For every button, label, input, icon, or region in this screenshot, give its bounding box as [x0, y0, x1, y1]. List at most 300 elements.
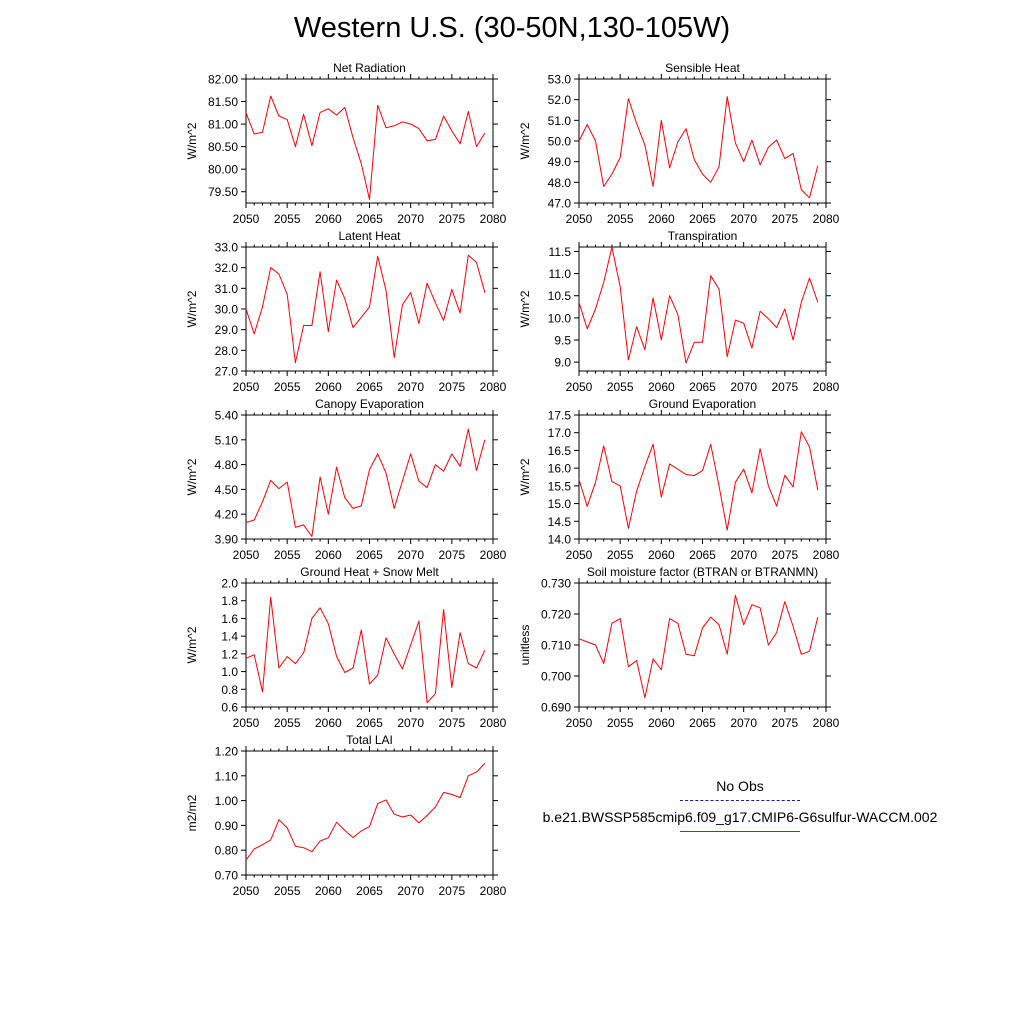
data-point	[427, 140, 428, 141]
y-tick-label: 27.0	[214, 364, 238, 379]
x-tick-label: 2075	[771, 716, 799, 730]
x-tick-label: 2065	[356, 212, 383, 226]
data-point	[669, 295, 670, 296]
y-tick-label: 29.0	[214, 323, 238, 338]
data-point	[718, 485, 719, 486]
x-tick-label: 2080	[812, 212, 840, 226]
panel-title: Ground Heat + Snow Melt	[300, 565, 439, 579]
x-tick-label: 2055	[606, 716, 634, 730]
data-point	[636, 326, 637, 327]
data-point	[735, 320, 736, 321]
data-point	[603, 186, 604, 187]
data-point	[727, 654, 728, 655]
x-tick-label: 2060	[647, 548, 675, 562]
y-tick-label: 11.5	[548, 244, 571, 259]
data-point	[443, 609, 444, 610]
data-point	[427, 815, 428, 816]
data-point	[262, 132, 263, 133]
data-point	[768, 644, 769, 645]
data-point	[620, 618, 621, 619]
data-point	[694, 475, 695, 476]
data-point	[685, 362, 686, 363]
data-point	[245, 112, 246, 113]
data-point	[418, 128, 419, 129]
x-tick-label: 2055	[273, 548, 301, 562]
y-tick-label: 4.80	[214, 458, 238, 473]
data-point	[793, 339, 794, 340]
data-point	[784, 475, 785, 476]
data-point	[468, 255, 469, 256]
legend-label-obs: No Obs	[716, 778, 764, 794]
data-point	[587, 506, 588, 507]
panel-frame	[246, 415, 493, 539]
data-point	[587, 641, 588, 642]
data-point	[254, 654, 255, 655]
data-point	[751, 604, 752, 605]
x-tick-label: 2060	[647, 212, 675, 226]
y-tick-label: 31.0	[214, 281, 238, 296]
series-line	[246, 429, 485, 536]
y-tick-label: 49.0	[547, 155, 571, 170]
x-tick-label: 2060	[314, 212, 342, 226]
data-point	[287, 119, 288, 120]
data-point	[587, 124, 588, 125]
data-point	[760, 311, 761, 312]
data-point	[369, 306, 370, 307]
y-tick-label: 15.0	[547, 497, 571, 512]
data-point	[620, 157, 621, 158]
x-tick-label: 2070	[397, 716, 425, 730]
y-tick-label: 0.700	[540, 669, 571, 684]
data-point	[451, 687, 452, 688]
y-tick-label: 3.90	[214, 532, 238, 547]
data-point	[768, 318, 769, 319]
data-point	[270, 96, 271, 97]
data-point	[344, 298, 345, 299]
data-point	[344, 672, 345, 673]
data-point	[262, 306, 263, 307]
data-point	[352, 837, 353, 838]
data-point	[718, 289, 719, 290]
x-tick-label: 2060	[314, 548, 342, 562]
data-point	[262, 844, 263, 845]
data-point	[735, 595, 736, 596]
data-point	[718, 624, 719, 625]
data-point	[611, 174, 612, 175]
data-point	[287, 656, 288, 657]
data-point	[262, 691, 263, 692]
x-tick-label: 2080	[479, 212, 507, 226]
data-point	[476, 470, 477, 471]
data-point	[270, 480, 271, 481]
panel-title: Ground Evaporation	[648, 397, 757, 411]
y-tick-label: 51.0	[547, 113, 571, 128]
data-point	[661, 120, 662, 121]
y-tick-label: 52.0	[547, 93, 571, 108]
data-point	[694, 342, 695, 343]
x-tick-label: 2065	[689, 716, 716, 730]
panel-title: Latent Heat	[338, 229, 401, 243]
data-point	[303, 114, 304, 115]
y-tick-label: 1.8	[221, 594, 238, 609]
x-tick-label: 2055	[606, 548, 634, 562]
x-tick-label: 2070	[397, 380, 425, 394]
y-tick-label: 0.6	[221, 700, 238, 715]
data-point	[817, 302, 818, 303]
data-point	[484, 763, 485, 764]
data-point	[644, 697, 645, 698]
data-point	[578, 302, 579, 303]
data-point	[669, 167, 670, 168]
y-tick-label: 50.0	[547, 134, 571, 149]
data-point	[735, 143, 736, 144]
panel-title: Soil moisture factor (BTRAN or BTRANMN)	[586, 565, 819, 579]
x-tick-label: 2080	[812, 548, 840, 562]
data-point	[702, 174, 703, 175]
data-point	[287, 827, 288, 828]
x-tick-label: 2055	[273, 380, 301, 394]
series-line	[246, 255, 485, 362]
data-point	[303, 325, 304, 326]
data-point	[628, 528, 629, 529]
data-point	[595, 308, 596, 309]
y-tick-label: 17.5	[547, 408, 571, 423]
x-tick-label: 2055	[606, 380, 634, 394]
data-point	[710, 617, 711, 618]
data-point	[451, 453, 452, 454]
data-point	[352, 508, 353, 509]
y-tick-label: 1.10	[214, 769, 238, 784]
x-tick-label: 2070	[397, 212, 425, 226]
x-tick-label: 2070	[397, 548, 425, 562]
data-point	[784, 158, 785, 159]
y-tick-label: 48.0	[547, 175, 571, 190]
series-line	[579, 97, 818, 198]
data-point	[361, 830, 362, 831]
legend-line-model	[680, 831, 800, 832]
y-tick-label: 9.0	[554, 355, 571, 370]
data-point	[727, 356, 728, 357]
data-point	[410, 644, 411, 645]
data-point	[628, 359, 629, 360]
data-point	[361, 317, 362, 318]
data-point	[653, 297, 654, 298]
data-point	[817, 490, 818, 491]
y-tick-label: 10.0	[547, 311, 571, 326]
data-point	[311, 325, 312, 326]
x-tick-label: 2075	[438, 884, 466, 898]
panel-6	[518, 397, 840, 562]
data-point	[460, 632, 461, 633]
data-point	[677, 314, 678, 315]
data-point	[768, 485, 769, 486]
data-point	[418, 323, 419, 324]
x-tick-label: 2050	[232, 380, 260, 394]
data-point	[595, 140, 596, 141]
data-point	[768, 147, 769, 148]
data-point	[751, 347, 752, 348]
y-tick-label: 1.00	[214, 794, 238, 809]
y-axis-label: W/m^2	[518, 458, 532, 496]
data-point	[336, 280, 337, 281]
data-point	[685, 654, 686, 655]
panel-title: Sensible Heat	[665, 61, 740, 75]
data-point	[460, 143, 461, 144]
y-axis-label: W/m^2	[185, 122, 199, 160]
panel-frame	[246, 751, 493, 875]
data-point	[336, 115, 337, 116]
y-tick-label: 17.0	[547, 426, 571, 441]
data-point	[278, 273, 279, 274]
y-tick-label: 82.00	[207, 72, 238, 87]
data-point	[369, 469, 370, 470]
data-point	[245, 308, 246, 309]
data-point	[369, 683, 370, 684]
data-point	[270, 267, 271, 268]
data-point	[685, 474, 686, 475]
panel-frame	[246, 247, 493, 371]
y-tick-label: 33.0	[214, 240, 238, 255]
data-point	[336, 656, 337, 657]
data-point	[394, 814, 395, 815]
data-point	[451, 130, 452, 131]
data-point	[303, 524, 304, 525]
data-point	[611, 481, 612, 482]
series-line	[579, 595, 818, 697]
data-point	[628, 666, 629, 667]
x-tick-label: 2055	[606, 212, 634, 226]
data-point	[311, 618, 312, 619]
data-point	[336, 822, 337, 823]
data-point	[287, 481, 288, 482]
data-point	[427, 702, 428, 703]
data-point	[801, 302, 802, 303]
data-point	[587, 328, 588, 329]
data-point	[685, 128, 686, 129]
x-tick-label: 2065	[356, 548, 383, 562]
data-point	[743, 469, 744, 470]
y-tick-label: 47.0	[547, 196, 571, 211]
data-point	[603, 282, 604, 283]
panel-1	[185, 61, 507, 226]
y-tick-label: 0.690	[540, 700, 571, 715]
y-tick-label: 81.00	[207, 117, 238, 132]
data-point	[270, 597, 271, 598]
data-point	[369, 199, 370, 200]
data-point	[410, 814, 411, 815]
y-tick-label: 53.0	[547, 72, 571, 87]
data-point	[410, 124, 411, 125]
y-tick-label: 1.2	[221, 647, 238, 662]
x-tick-label: 2075	[438, 212, 466, 226]
x-tick-label: 2060	[647, 716, 675, 730]
y-tick-label: 80.00	[207, 162, 238, 177]
series-line	[246, 597, 485, 702]
x-tick-label: 2060	[314, 380, 342, 394]
data-point	[702, 342, 703, 343]
data-point	[278, 488, 279, 489]
data-point	[809, 446, 810, 447]
y-tick-label: 9.5	[554, 333, 571, 348]
data-point	[603, 445, 604, 446]
x-tick-label: 2070	[397, 884, 425, 898]
data-point	[743, 323, 744, 324]
data-point	[628, 98, 629, 99]
y-axis-label: W/m^2	[185, 290, 199, 328]
data-point	[254, 848, 255, 849]
x-tick-label: 2050	[232, 212, 260, 226]
data-point	[262, 501, 263, 502]
data-point	[303, 652, 304, 653]
data-point	[394, 357, 395, 358]
data-point	[402, 121, 403, 122]
panel-9	[185, 733, 507, 898]
data-point	[776, 139, 777, 140]
y-axis-label: unitless	[518, 624, 532, 666]
y-tick-label: 15.5	[547, 479, 571, 494]
data-point	[460, 466, 461, 467]
data-point	[710, 444, 711, 445]
data-point	[320, 271, 321, 272]
y-tick-label: 1.0	[221, 665, 238, 680]
data-point	[702, 470, 703, 471]
data-point	[476, 667, 477, 668]
data-point	[578, 140, 579, 141]
data-point	[817, 165, 818, 166]
x-tick-label: 2050	[232, 716, 260, 730]
data-point	[578, 479, 579, 480]
data-point	[776, 632, 777, 633]
data-point	[443, 471, 444, 472]
data-point	[402, 481, 403, 482]
data-point	[653, 186, 654, 187]
y-axis-label: W/m^2	[518, 122, 532, 160]
data-point	[484, 650, 485, 651]
data-point	[644, 466, 645, 467]
data-point	[661, 339, 662, 340]
data-point	[254, 519, 255, 520]
data-point	[361, 163, 362, 164]
x-tick-label: 2075	[771, 380, 799, 394]
data-point	[328, 623, 329, 624]
data-point	[760, 448, 761, 449]
data-point	[653, 658, 654, 659]
data-point	[385, 637, 386, 638]
data-point	[320, 607, 321, 608]
data-point	[385, 290, 386, 291]
data-point	[443, 115, 444, 116]
data-point	[344, 107, 345, 108]
data-point	[352, 667, 353, 668]
data-point	[311, 145, 312, 146]
panel-title: Canopy Evaporation	[315, 397, 424, 411]
data-point	[776, 327, 777, 328]
data-point	[361, 629, 362, 630]
x-tick-label: 2050	[565, 548, 593, 562]
data-point	[270, 839, 271, 840]
data-point	[636, 491, 637, 492]
data-point	[295, 663, 296, 664]
data-point	[468, 429, 469, 430]
y-tick-label: 10.5	[547, 289, 571, 304]
data-point	[245, 522, 246, 523]
data-point	[669, 618, 670, 619]
data-point	[751, 492, 752, 493]
data-point	[636, 123, 637, 124]
data-point	[460, 313, 461, 314]
x-tick-label: 2075	[771, 548, 799, 562]
x-tick-label: 2060	[314, 716, 342, 730]
data-point	[328, 331, 329, 332]
data-point	[427, 487, 428, 488]
data-point	[377, 675, 378, 676]
data-point	[595, 482, 596, 483]
data-point	[443, 320, 444, 321]
x-tick-label: 2070	[730, 716, 758, 730]
data-point	[352, 327, 353, 328]
data-point	[801, 654, 802, 655]
y-axis-label: W/m^2	[185, 626, 199, 664]
data-point	[328, 837, 329, 838]
data-point	[377, 453, 378, 454]
y-tick-label: 14.5	[547, 514, 571, 529]
data-point	[801, 189, 802, 190]
data-point	[760, 607, 761, 608]
legend-line-obs	[680, 800, 800, 801]
panel-8	[518, 565, 840, 730]
data-point	[377, 803, 378, 804]
data-point	[328, 514, 329, 515]
data-point	[320, 840, 321, 841]
data-point	[394, 508, 395, 509]
data-point	[809, 651, 810, 652]
data-point	[311, 536, 312, 537]
x-tick-label: 2050	[565, 716, 593, 730]
data-point	[809, 197, 810, 198]
y-tick-label: 28.0	[214, 343, 238, 358]
data-point	[760, 164, 761, 165]
data-point	[476, 262, 477, 263]
data-point	[484, 439, 485, 440]
data-point	[402, 304, 403, 305]
data-point	[369, 826, 370, 827]
data-point	[620, 286, 621, 287]
x-tick-label: 2070	[730, 380, 758, 394]
data-point	[793, 153, 794, 154]
data-point	[661, 669, 662, 670]
y-tick-label: 0.90	[214, 818, 238, 833]
legend	[530, 778, 950, 840]
panel-4	[518, 229, 840, 394]
data-point	[793, 626, 794, 627]
panel-title: Transpiration	[667, 229, 738, 243]
data-point	[710, 275, 711, 276]
data-point	[451, 289, 452, 290]
data-point	[385, 799, 386, 800]
data-point	[410, 453, 411, 454]
legend-label-model: b.e21.BWSSP585cmip6.f09_g17.CMIP6-G6sulfur-WACCM.002	[542, 809, 938, 825]
data-point	[468, 663, 469, 664]
data-point	[352, 137, 353, 138]
data-point	[784, 308, 785, 309]
data-point	[653, 444, 654, 445]
data-point	[801, 431, 802, 432]
data-point	[377, 105, 378, 106]
data-point	[603, 663, 604, 664]
y-tick-label: 4.20	[214, 507, 238, 522]
data-point	[435, 139, 436, 140]
y-tick-label: 2.0	[221, 576, 238, 591]
